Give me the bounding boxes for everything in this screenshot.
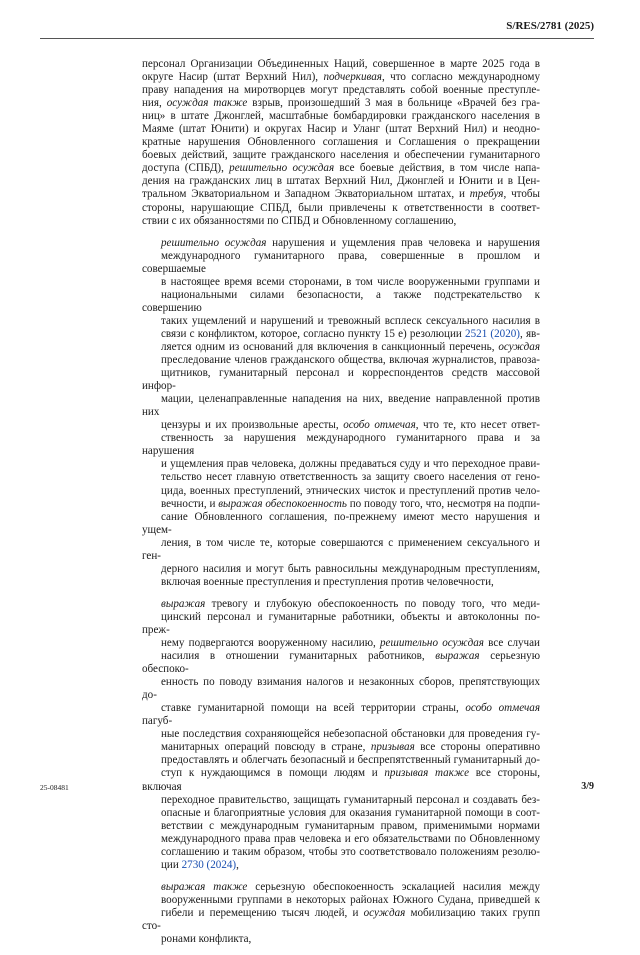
emphasized-phrase: особо отмечая	[343, 419, 416, 432]
text-run: все случаи	[483, 637, 540, 650]
text-run: , что согласно международному	[381, 71, 540, 84]
emphasized-phrase: выражая	[435, 650, 480, 663]
text-line	[142, 237, 540, 250]
text-run: боевых действий, защите гражданского населения и обеспечении гуманитарного	[142, 149, 540, 162]
text-line	[142, 511, 540, 537]
text-run: цида, военных преступлений, этнических чисток и преступлений против чело-	[161, 484, 540, 497]
text-run: доступа (СПБД),	[142, 162, 230, 175]
text-run: ния,	[142, 97, 167, 110]
text-line	[142, 728, 540, 741]
text-line	[142, 846, 540, 859]
text-line	[142, 741, 540, 754]
text-run: преследование членов гражданского общества, включая журналистов, правоза-	[161, 354, 540, 367]
text-line	[142, 485, 540, 498]
text-run: мобилизацию таких групп сто-	[142, 906, 541, 932]
text-run: все стороны оперативно	[414, 741, 541, 754]
text-run: персонал Организации Объединенных Наций, совершенное в марте 2025 года в	[142, 58, 540, 70]
text-line	[142, 289, 540, 315]
text-run: , чтобы	[503, 188, 540, 201]
paragraph-4	[142, 881, 540, 946]
text-line	[142, 563, 540, 576]
emphasized-phrase: осуждая	[498, 340, 540, 353]
text-run: тельство несет главную ответственность за защиту своего населения от гено-	[161, 471, 540, 484]
text-run: серьезную обеспоко-	[142, 650, 541, 676]
text-run: цензуры и их произвольные аресты,	[161, 419, 344, 432]
header-rule	[40, 38, 594, 39]
text-line	[142, 341, 540, 354]
text-run: все стороны, включая	[142, 767, 541, 793]
emphasized-phrase: решительно осуждая	[380, 637, 484, 650]
text-line	[142, 97, 540, 110]
text-run: опасные и благоприятные условия для оказания гуманитарной помощи в соот-	[161, 806, 540, 819]
text-run: по поводу того, что, несмотря на подпи-	[346, 497, 540, 510]
text-run: ствии с их обязанностями по СПБД и Обновленному соглашению,	[142, 214, 457, 227]
text-run: , что те, кто несет ответ-	[415, 419, 540, 432]
text-run: щитников, гуманитарный персонал и корреспондентов средств массовой инфор-	[142, 367, 540, 393]
text-line	[142, 315, 540, 328]
resolution-link[interactable]: 2730 (2024)	[181, 858, 237, 871]
text-run: взрыв, произошедший 3 мая в больнице «Врачей без гра-	[247, 97, 540, 110]
text-line	[142, 637, 540, 650]
text-run: праву нападения на миротворцев могут представлять собой военные преступле-	[142, 84, 540, 97]
text-line	[142, 576, 540, 589]
text-run: округе Насир (штат Верхний Нил),	[142, 71, 324, 84]
text-run: международного гуманитарного права, совершенные в прошлом и совершаемые	[142, 249, 540, 275]
text-run: национальными силами безопасности, а также подстрекательство к совершению	[142, 288, 540, 314]
page-number: 3/9	[581, 781, 594, 792]
text-line	[142, 123, 540, 136]
text-line	[142, 162, 540, 175]
text-run: и ущемления прав человека, должны предаваться суду и что переходное прави-	[161, 458, 540, 471]
text-run: мации, целенаправленные нападения на них, введение направленной против них	[142, 393, 540, 419]
text-line	[142, 881, 540, 894]
text-run: нему подвергаются вооруженному насилию,	[161, 637, 380, 650]
text-run: ции	[161, 858, 182, 871]
emphasized-phrase: решительно осуждая	[161, 236, 267, 249]
text-line	[142, 702, 540, 728]
text-line	[142, 71, 540, 84]
text-run: тральном Экваториальном и Западном Экваториальном штатах, и	[142, 188, 470, 201]
emphasized-phrase: призывая	[370, 741, 415, 754]
text-line	[142, 136, 540, 149]
text-line	[142, 598, 540, 611]
text-run: манитарных операций повсюду в стране,	[161, 741, 371, 754]
text-line	[142, 175, 540, 188]
text-line	[142, 58, 540, 71]
text-run: стороны, нарушающие СПБД, были привлечены к ответственности в соответ-	[142, 201, 540, 214]
emphasized-phrase: требуя	[469, 188, 504, 201]
text-run: ления, в том числе те, которые совершаются с применением сексуального и ген-	[142, 536, 540, 562]
text-run: нарушения и ущемления прав человека и нарушения	[266, 236, 540, 249]
text-run: соглашению и таким образом, чтобы это соответствовало положениям резолю-	[161, 845, 540, 858]
text-run: переходное правительство, защищать гуманитарный персонал и создавать без-	[161, 793, 540, 806]
text-line	[142, 202, 540, 215]
text-run: дения на гражданских лиц в штатах Верхний Нил, Джонглей и Юнити и в Цен-	[142, 175, 540, 188]
text-run: , яв-	[520, 327, 540, 340]
text-line	[142, 471, 540, 484]
text-run: насилия в отношении гуманитарных работников,	[161, 650, 436, 663]
text-line	[142, 276, 540, 289]
text-run: ,	[236, 858, 239, 871]
emphasized-phrase: осуждая	[363, 906, 406, 919]
text-line	[142, 149, 540, 162]
text-run: ственность за нарушения международного гуманитарного права и за нарушения	[142, 432, 540, 458]
text-line	[142, 807, 540, 820]
text-run: международного права прав человека и его обязательствами по Обновленному	[161, 832, 540, 845]
text-line	[142, 188, 540, 201]
emphasized-phrase: призывая также	[384, 767, 469, 780]
emphasized-phrase: решительно осуждая	[229, 162, 335, 175]
text-line	[142, 367, 540, 393]
text-line	[142, 794, 540, 807]
text-line	[142, 650, 540, 676]
text-line	[142, 933, 540, 946]
text-run: сание Обновленного соглашения, по-прежнему имеют место нарушения и ущем-	[142, 510, 540, 536]
text-run: пагуб-	[142, 715, 173, 728]
text-line	[142, 676, 540, 702]
text-run: связи с конфликтом, которое, согласно пункту 15 e) резолюции	[161, 327, 466, 340]
text-line	[142, 820, 540, 833]
text-run: все боевые действия, в том числе напа-	[334, 162, 540, 175]
text-line	[142, 419, 540, 432]
text-run: серьезную обеспокоенность эскалацией насилия между	[247, 880, 540, 893]
emphasized-phrase: выражая обеспокоенность	[218, 497, 347, 510]
document-number: 25-08481	[40, 783, 69, 792]
text-line	[142, 84, 540, 97]
text-line	[142, 754, 540, 767]
text-run: ляется одним из оснований для включения в санкционный перечень,	[161, 340, 499, 353]
text-line	[142, 354, 540, 367]
text-line	[142, 215, 540, 228]
resolution-link[interactable]: 2521 (2020)	[465, 327, 520, 340]
paragraph-1	[142, 58, 540, 228]
text-line	[142, 250, 540, 276]
text-line	[142, 498, 540, 511]
text-line	[142, 611, 540, 637]
emphasized-phrase: особо отмечая	[465, 702, 540, 715]
text-run: ронами конфликта,	[161, 933, 252, 946]
text-run: вечности, и	[161, 497, 219, 510]
text-line	[142, 537, 540, 563]
text-run: таких ущемлений и нарушений и тревожный всплеск сексуального насилия в	[161, 314, 540, 327]
paragraph-2	[142, 237, 540, 589]
text-run: ветствии с международным гуманитарным правом, применимыми нормами	[161, 819, 540, 832]
emphasized-phrase: осуждая также	[166, 97, 248, 110]
text-run: ставке гуманитарной помощи на всей территории страны,	[161, 702, 466, 715]
text-run: цинский персонал и гуманитарные работники, объекты и автоколонны по-преж-	[142, 610, 540, 636]
text-line	[142, 458, 540, 471]
text-run: ниц» в штате Джонглей, масштабные бомбардировки гражданского населения в	[142, 110, 540, 123]
text-line	[142, 432, 540, 458]
text-line	[142, 393, 540, 419]
text-run: дерного насилия и могут быть равносильны международным преступлениям,	[161, 562, 540, 575]
text-line	[142, 859, 540, 872]
text-run: енность по поводу взимания налогов и незаконных сборов, препятствующих до-	[142, 676, 540, 702]
text-run: гибели и перемещению тысяч людей, и	[161, 906, 364, 919]
emphasized-phrase: выражая	[161, 597, 206, 610]
emphasized-phrase: выражая также	[161, 880, 248, 893]
text-line	[142, 767, 540, 793]
text-run: предоставлять и облегчать безопасный и беспрепятственный гуманитарный до-	[161, 754, 540, 767]
text-run: ные последствия сохраняющейся небезопасной обстановки для проведения гу-	[161, 728, 540, 741]
text-run: тревогу и глубокую обеспокоенность по поводу того, что меди-	[205, 597, 540, 610]
text-line	[142, 110, 540, 123]
text-run: кратные нарушения Обновленного соглашения и Соглашения о прекращении	[142, 136, 540, 149]
text-run: ступ к нуждающимся в помощи людям и	[161, 767, 385, 780]
text-line	[142, 907, 540, 933]
text-line	[142, 833, 540, 846]
text-run: вооруженными группами в некоторых районах Южного Судана, приведшей к	[161, 893, 540, 906]
text-run: Маяме (штат Юнити) и округах Насир и Уланг (штат Верхний Нил) и неодно-	[142, 123, 540, 136]
text-line	[142, 328, 540, 341]
text-run: включая военные преступления и преступления против человечности,	[161, 575, 494, 588]
emphasized-phrase: подчеркивая	[323, 71, 382, 84]
text-run: в настоящее время всеми сторонами, в том числе вооруженными группами и	[161, 275, 540, 288]
document-body	[142, 58, 540, 955]
text-line	[142, 894, 540, 907]
document-symbol: S/RES/2781 (2025)	[506, 20, 594, 32]
paragraph-3	[142, 598, 540, 872]
